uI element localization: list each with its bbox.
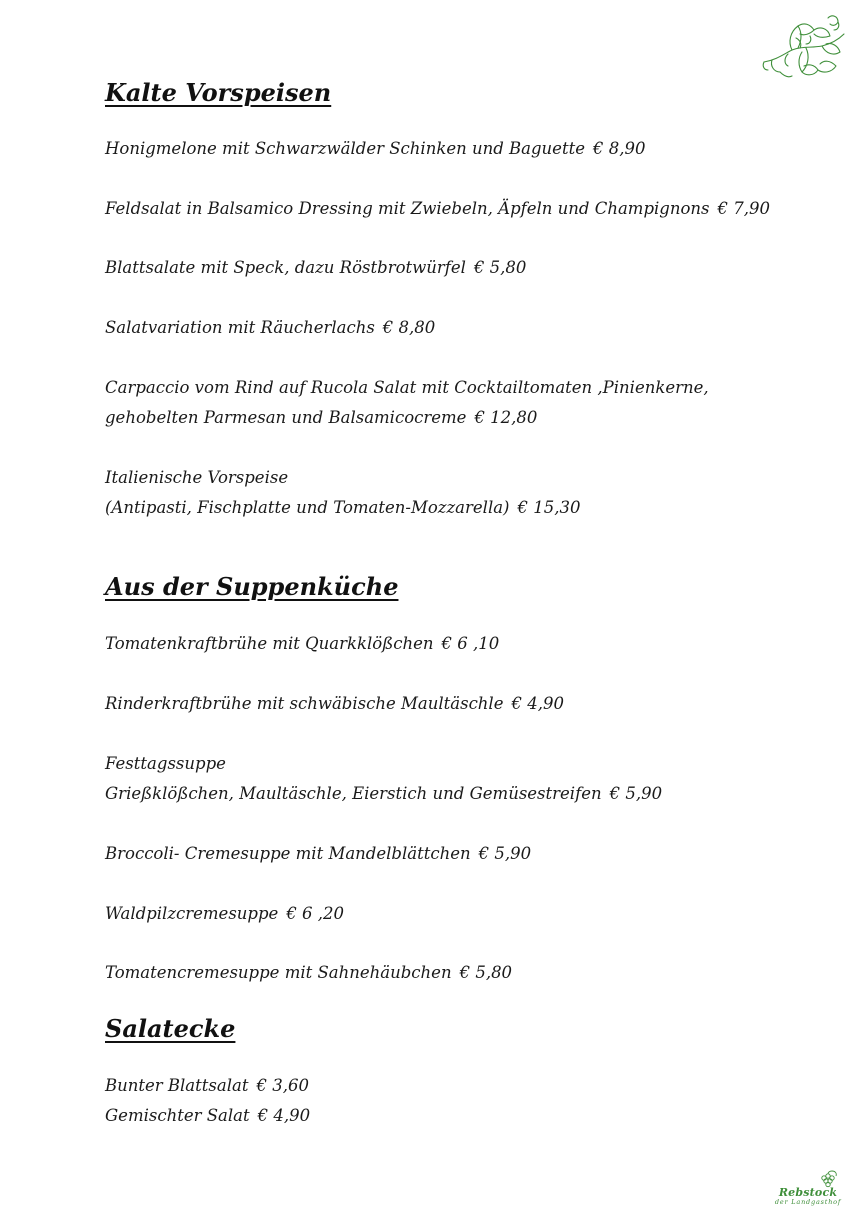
item-name: Carpaccio vom Rind auf Rucola Salat mit Cocktailtomaten ,Pinienkerne, [105, 378, 709, 397]
item-name: Blattsalate mit Speck, dazu Röstbrotwürfel [105, 258, 466, 277]
item-name: Rinderkraftbrühe mit schwäbische Maultäschle [105, 694, 504, 713]
item-price: € 6 ,10 [441, 634, 500, 653]
item-price: € 4,90 [257, 1106, 311, 1125]
menu-item [105, 1101, 310, 1131]
section-title-suppenkueche: Aus der Suppenküche [105, 572, 399, 601]
menu-item [105, 629, 499, 659]
menu-item [105, 1071, 309, 1101]
item-price: € 5,90 [609, 784, 663, 803]
item-name: Honigmelone mit Schwarzwälder Schinken und Baguette [105, 139, 585, 158]
item-name: Tomatencremesuppe mit Sahnehäubchen [105, 963, 452, 982]
item-price: € 8,90 [592, 139, 646, 158]
item-price: € 8,80 [382, 318, 436, 337]
item-name: Gemischter Salat [105, 1106, 250, 1125]
item-name: Tomatenkraftbrühe mit Quarkklößchen [105, 634, 434, 653]
menu-item [105, 899, 344, 929]
item-price: € 12,80 [474, 408, 538, 427]
menu-item [105, 839, 531, 869]
logo-name: Rebstock [778, 1186, 838, 1199]
item-name: Festtagssuppe [105, 754, 226, 773]
item-price: € 6 ,20 [286, 904, 345, 923]
rebstock-logo [766, 1170, 850, 1208]
item-price: € 5,80 [459, 963, 513, 982]
menu-item [105, 749, 662, 809]
logo-subtitle: der Landgasthof [774, 1198, 842, 1206]
item-price: € 15,30 [517, 498, 581, 517]
menu-item [105, 253, 526, 283]
item-price: € 3,60 [256, 1076, 309, 1095]
item-price: € 5,90 [478, 844, 532, 863]
menu-item [105, 194, 770, 224]
item-name: Feldsalat in Balsamico Dressing mit Zwiebeln, Äpfeln und Champignons [105, 199, 710, 218]
item-price: € 7,90 [717, 199, 770, 218]
item-name-continued: (Antipasti, Fischplatte und Tomaten-Mozzarella) [105, 498, 510, 517]
menu-item [105, 134, 645, 164]
menu-item [105, 689, 564, 719]
item-name: Broccoli- Cremesuppe mit Mandelblättchen [105, 844, 471, 863]
section-title-kalte-vorspeisen: Kalte Vorspeisen [105, 78, 332, 107]
item-name-continued: gehobelten Parmesan und Balsamicocreme [105, 408, 467, 427]
item-name: Italienische Vorspeise [105, 468, 289, 487]
grapevine-leaf-icon [758, 10, 848, 90]
item-name: Waldpilzcremesuppe [105, 904, 279, 923]
menu-item [105, 958, 512, 988]
section-title-salatecke: Salatecke [105, 1014, 236, 1043]
menu-item [105, 463, 580, 523]
item-price: € 4,90 [511, 694, 564, 713]
item-name-continued: Grießklößchen, Maultäschle, Eierstich und Gemüsestreifen [105, 784, 602, 803]
item-name: Bunter Blattsalat [105, 1076, 249, 1095]
item-name: Salatvariation mit Räucherlachs [105, 318, 375, 337]
item-price: € 5,80 [473, 258, 527, 277]
menu-item [105, 313, 435, 343]
menu-item [105, 373, 709, 433]
